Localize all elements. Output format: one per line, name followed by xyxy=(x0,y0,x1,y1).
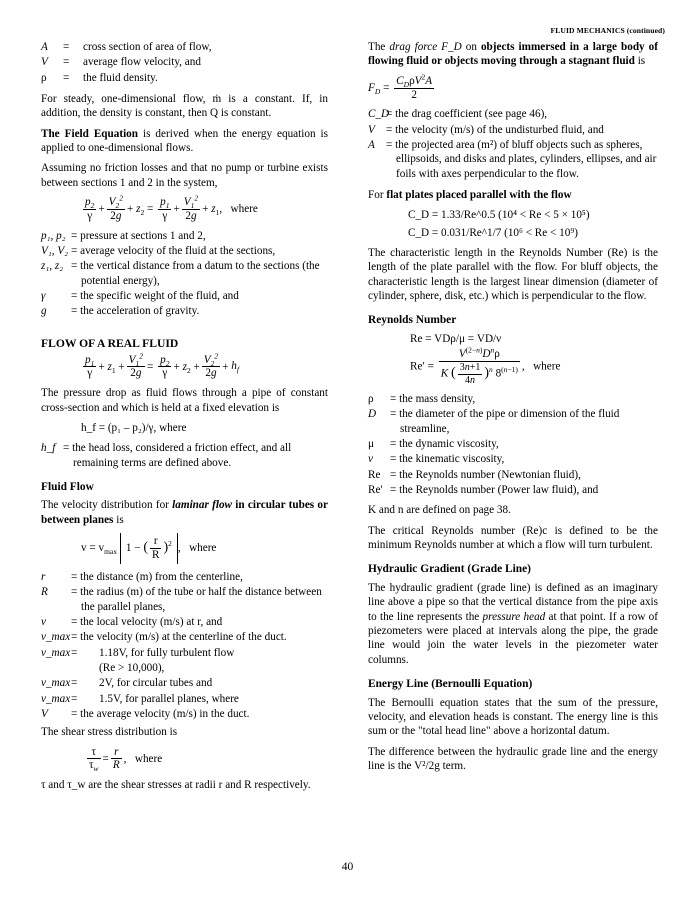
def-symbol: V xyxy=(41,56,48,69)
def-symbol: v xyxy=(41,615,46,628)
def-symbol: ν xyxy=(368,453,373,466)
section-heading-energy-line: Energy Line (Bernoulli Equation) xyxy=(368,677,533,690)
page-number: 40 xyxy=(341,861,354,873)
paragraph-critical-reynolds: The critical Reynolds number (Re)c is defined to be the minimum Reynolds number at which a flow will turn turbulent. xyxy=(368,524,658,552)
cd-equation-1: C_D = 1.33/Re^0.5 (10⁴ < Re < 5 × 10⁵) xyxy=(408,209,590,222)
def-text: 1.5V, for parallel planes, where xyxy=(99,692,239,705)
def-symbol: C_D xyxy=(368,108,390,121)
head-loss-definition xyxy=(41,441,328,470)
text-run: on xyxy=(461,41,481,53)
where-label: where xyxy=(533,360,561,373)
drag-equation: $F_D$ = $\frac{C_D\rho V^2A}{2}$ xyxy=(368,71,433,101)
drag-coefficient-equations xyxy=(368,208,658,240)
def-text: = the dynamic viscosity, xyxy=(390,438,499,451)
def-text: = the velocity (m/s) of the undisturbed fluid, and xyxy=(386,123,604,136)
def-text: = the drag coefficient (see page 46), xyxy=(386,108,548,121)
paragraph-shear-stress: The shear stress distribution is xyxy=(41,726,178,739)
paragraph-characteristic-length: The characteristic length in the Reynolds Number (Re) is the length of the plate parallel with the flow. For bluff objects, the characteristic length is the largest linear dimension (diameter of cylinder, sphere, disk, etc.) which is perpendicular to the flow. xyxy=(368,247,658,303)
def-text: 1.18V, for fully turbulent flow xyxy=(99,646,235,659)
head-loss-equation: h_f = (p₁ – p₂)/γ, where xyxy=(81,421,187,434)
section-heading-real-fluid: FLOW OF A REAL FLUID xyxy=(41,336,179,350)
def-text: = pressure at sections 1 and 2, xyxy=(71,229,206,242)
def-text: = the acceleration of gravity. xyxy=(71,305,200,318)
def-text: (Re > 10,000), xyxy=(99,661,165,674)
def-text: = the specific weight of the fluid, and xyxy=(71,290,239,303)
def-eq: = xyxy=(63,41,70,53)
text-run: For xyxy=(368,189,387,202)
def-text: = the distance (m) from the centerline, xyxy=(71,570,243,583)
def-symbol: g xyxy=(41,305,47,318)
def-symbol: Re′ xyxy=(368,484,383,497)
def-text: = the Reynolds number (Newtonian fluid), xyxy=(390,468,581,481)
paragraph-hydraulic-gradient xyxy=(368,581,658,667)
def-eq: = xyxy=(71,646,78,659)
real-fluid-equation: $\frac{p_1}{\gamma}$ + $z_1$ + $\frac{V_1^2}{2g}$ = $\frac{p_2}{\gamma}$ + $z_2$ + $\frac{V_2^2}{2g}$ + $h_f$ xyxy=(85,350,239,380)
def-symbol: γ xyxy=(41,290,46,303)
where-label: where xyxy=(189,542,217,555)
paragraph-steady-flow: For steady, one-dimensional flow, ṁ is a constant. If, in addition, the density is constant, then Q is constant. xyxy=(41,92,328,120)
drag-condition-term: objects immersed in a large body of flowing fluid or objects moving through a stagnant fluid xyxy=(368,41,658,68)
def-symbol: A xyxy=(41,41,48,53)
where-label: where xyxy=(230,202,258,215)
def-eq xyxy=(71,661,99,675)
def-symbol: h_f xyxy=(41,442,56,455)
def-symbol: Re xyxy=(368,468,381,481)
text-run: The hydraulic gradient (grade line) is defined as an imaginary line above a pipe so that the vertical distance from the pipe axis to the line represents the xyxy=(368,582,658,623)
text-run: is xyxy=(113,513,124,526)
paragraph-drag-force xyxy=(368,40,658,69)
def-eq: = xyxy=(63,71,70,84)
paragraph-velocity-distribution xyxy=(41,498,328,527)
def-text: average flow velocity, and xyxy=(83,56,201,69)
definitions-drag xyxy=(368,107,658,181)
section-heading-reynolds: Reynolds Number xyxy=(368,314,457,327)
section-heading-hydraulic-gradient: Hydraulic Gradient (Grade Line) xyxy=(368,563,531,576)
def-symbol: V₁, V₂ xyxy=(41,245,69,258)
cd-equation-2: C_D = 0.031/Re^1/7 (10⁶ < Re < 10⁹) xyxy=(408,226,578,239)
def-symbol: r xyxy=(41,570,46,583)
def-text: = the head loss, considered a friction effect, and all remaining terms are defined above. xyxy=(63,442,292,469)
def-eq: = xyxy=(63,56,70,69)
def-symbol: v_max xyxy=(41,631,71,644)
reynolds-equation: Re = VDρ/μ = VD/ν xyxy=(410,332,502,345)
text-run: at that point. If a row of piezometers were placed at intervals along the pipe, the grade line would join the water levels in the piezometer water columns. xyxy=(368,610,658,666)
flat-plates-term: flat plates placed parallel with the flow xyxy=(386,189,572,202)
definitions-reynolds xyxy=(368,392,658,497)
def-text: = the mass density, xyxy=(390,393,476,406)
def-symbol: D xyxy=(368,408,377,421)
def-symbol: ρ xyxy=(368,393,374,406)
paragraph-assumption: Assuming no friction losses and that no pump or turbine exists between sections 1 and 2 in the system, xyxy=(41,162,328,189)
left-column xyxy=(41,40,328,799)
text-run: in circular tubes or between planes xyxy=(41,499,328,526)
field-equation-term: The Field Equation xyxy=(41,127,138,140)
def-symbol: z₁, z₂ xyxy=(41,260,64,273)
def-text: = the diameter of the pipe or dimension of the fluid streamline, xyxy=(390,408,620,435)
def-symbol: μ xyxy=(368,438,374,451)
def-symbol: V xyxy=(368,123,375,136)
right-column xyxy=(368,40,658,779)
def-eq: = xyxy=(71,677,78,690)
def-symbol: v_max xyxy=(41,692,71,705)
def-symbol xyxy=(41,661,71,675)
def-text: = average velocity of the fluid at the sections, xyxy=(71,245,276,258)
paragraph-k-n: K and n are defined on page 38. xyxy=(368,504,511,517)
text-run: The velocity distribution for xyxy=(41,499,173,512)
def-symbol: v_max xyxy=(41,677,71,690)
def-text: = the local velocity (m/s) at r, and xyxy=(71,615,223,628)
def-text: 2V, for circular tubes and xyxy=(99,677,213,690)
definitions-flow xyxy=(41,40,328,85)
energy-equation: $\frac{p_2}{\gamma}$ + $\frac{V_2^2}{2g}$ + $z_2$ = $\frac{p_1}{\gamma}$ + $\frac{V_1^2}{2g}$ + $z_1$, where xyxy=(85,193,258,222)
def-text: = the velocity (m/s) at the centerline of the duct. xyxy=(71,631,287,644)
section-heading-fluid-flow: Fluid Flow xyxy=(41,480,94,493)
drag-force-term: drag force F_D xyxy=(389,41,462,53)
field-equation-text: is derived when the energy equation is applied to one-dimensional flows. xyxy=(41,127,328,154)
paragraph-pressure-drop: The pressure drop as fluid flows through a pipe of constant cross-section and which is held at a fixed elevation is xyxy=(41,387,328,414)
reynolds-power-law-equation: Re′ = $V^{(2-n)}D^n\rho$ K ( $\frac{3n+1}{4n}$ )$^n$ $8^{(n-1)}$ , where xyxy=(410,345,561,386)
def-text: = the projected area (m²) of bluff objects such as spheres, ellipsoids, and disks and plates, cylinders, ellipses, and air foils with axes perpendicular to the flow. xyxy=(386,139,657,180)
def-symbol: ρ xyxy=(41,71,47,84)
def-text: the fluid density. xyxy=(83,71,158,84)
definitions-energy xyxy=(41,229,328,319)
paragraph-difference: The difference between the hydraulic grade line and the energy line is the V²/2g term. xyxy=(368,745,658,772)
def-symbol: v_max xyxy=(41,646,71,659)
def-symbol: p₁, p₂ xyxy=(41,229,66,242)
def-text: = the average velocity (m/s) in the duct. xyxy=(71,707,250,720)
running-header: FLUID MECHANICS (continued) xyxy=(550,26,665,35)
text-run: The xyxy=(368,41,390,53)
def-text: = the vertical distance from a datum to the sections (the potential energy), xyxy=(71,260,320,287)
paragraph-bernoulli: The Bernoulli equation states that the sum of the pressure, velocity, and elevation heads is constant. The energy line is this sum or the "total head line" above a horizontal datum. xyxy=(368,696,658,738)
def-symbol: V xyxy=(41,707,48,720)
where-label: where xyxy=(134,752,163,765)
paragraph-field-equation xyxy=(41,127,328,156)
def-eq: = xyxy=(71,692,78,705)
def-text: = the Reynolds number (Power law fluid), and xyxy=(390,484,599,497)
paragraph-flat-plates xyxy=(368,188,658,202)
laminar-flow-term: laminar flow xyxy=(172,499,233,512)
def-text: = the kinematic viscosity, xyxy=(390,453,505,466)
reynolds-equations xyxy=(368,332,658,386)
def-text: = the radius (m) of the tube or half the distance between the parallel planes, xyxy=(71,586,322,613)
shear-equation: $\frac{\tau}{\tau_w}$ = $\frac{r}{R}$ , where xyxy=(89,745,163,774)
def-symbol: A xyxy=(368,139,375,152)
pressure-head-term: pressure head xyxy=(482,610,546,623)
definitions-velocity xyxy=(41,570,328,721)
paragraph-tau: τ and τ_w are the shear stresses at radii r and R respectively. xyxy=(41,779,311,792)
text-run: is xyxy=(634,55,646,68)
def-symbol: R xyxy=(41,586,48,599)
velocity-equation: $v = v_{max}$ 1 − ( $\frac{r}{R}$ )$^2$ , where xyxy=(41,533,328,564)
def-text: cross section of area of flow, xyxy=(83,41,212,53)
